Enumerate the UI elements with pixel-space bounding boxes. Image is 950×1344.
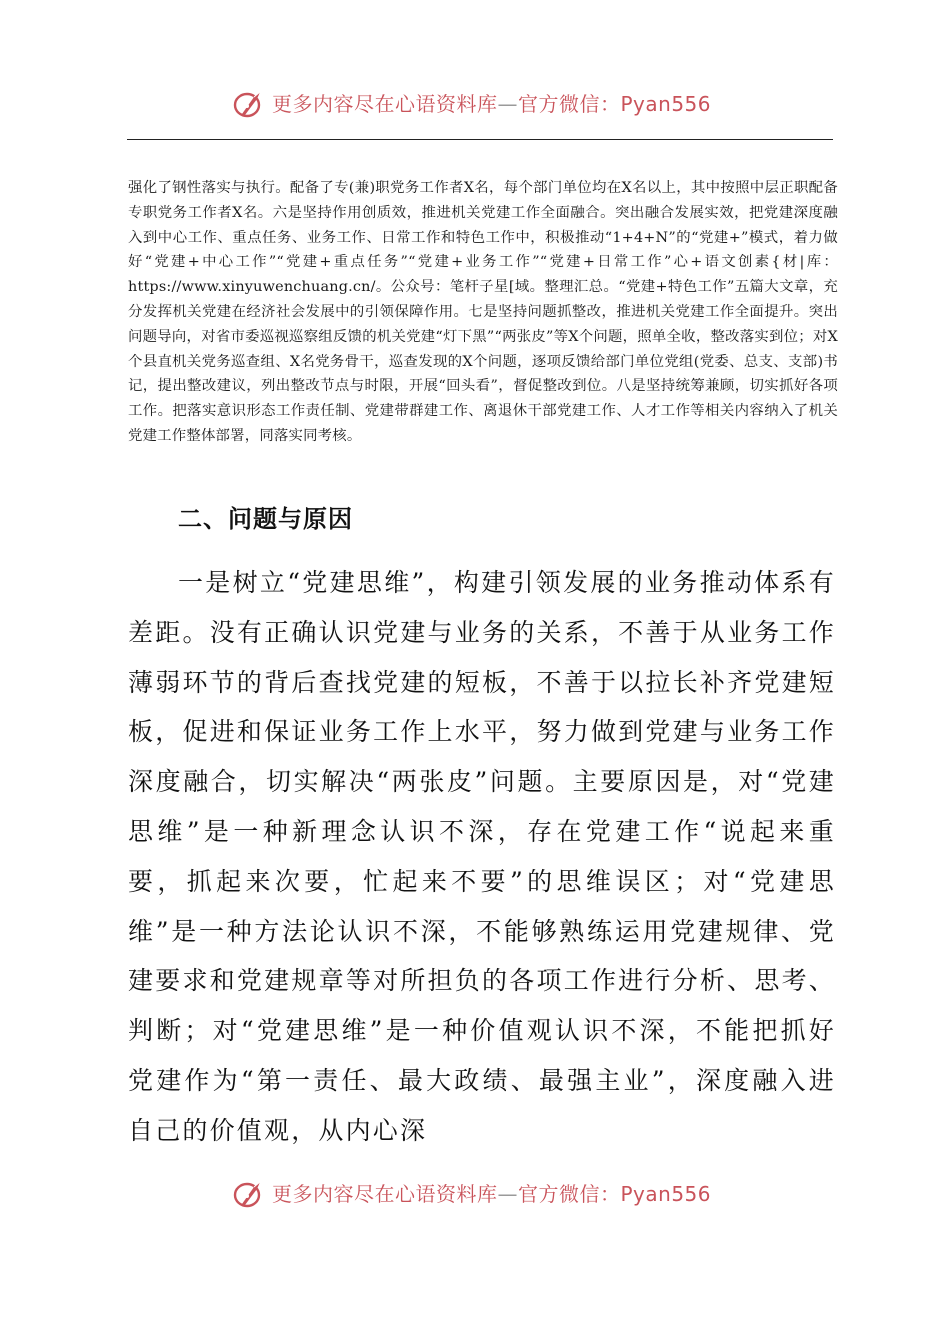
banner-dash: —	[497, 1182, 518, 1206]
banner-site-name: 更多内容尽在心语资料库	[272, 1182, 498, 1206]
banner-site-name: 更多内容尽在心语资料库	[272, 92, 498, 116]
footer-banner	[0, 1174, 950, 1214]
banner-wechat-id: Pyan556	[620, 92, 712, 116]
banner-text	[272, 90, 711, 118]
fountain-pen-logo-icon	[232, 1178, 266, 1210]
banner-official-label: 官方微信：	[518, 92, 621, 116]
header-divider	[127, 139, 833, 140]
body-paragraph-small: 强化了钢性落实与执行。配备了专(兼)职党务工作者X名，每个部门单位均在X名以上，其中按照中层正职配备专职党务工作者X名。六是坚持作用创质效，推进机关党建工作全面融合。突出融合发展实效，把党建深度融入到中心工作、重点任务、业务工作、日常工作和特色工作中，积极推动“1+4+N”的“党建+”模式，着力做好“党建+中心工作”“党建+重点任务”“党建+业务工作”“党建+日常工作”心+语文创素{材|库：https://www.xinyuwenchuang.cn/。公众号：笔杆子星[域。整理汇总。“党建+特色工作”五篇大文章，充分发挥机关党建在经济社会发展中的引领保障作用。七是坚持问题抓整改，推进机关党建工作全面提升。突出问题导向，对省市委巡视巡察组反馈的机关党建“灯下黑”“两张皮”等X个问题，照单全收，整改落实到位；对X个县直机关党务巡查组、X名党务骨干，巡查发现的X个问题，逐项反馈给部门单位党组(党委、总支、支部)书记，提出整改建议，列出整改节点与时限，开展“回头看”，督促整改到位。八是坚持统筹兼顾，切实抓好各项工作。把落实意识形态工作责任制、党建带群建工作、离退休干部党建工作、人才工作等相关内容纳入了机关党建工作整体部署，同落实同考核。	[128, 180, 838, 444]
banner-official-label: 官方微信：	[518, 1182, 621, 1206]
banner-wechat-id: Pyan556	[620, 1182, 712, 1206]
section-heading: 二、问题与原因	[178, 505, 353, 533]
fountain-pen-logo-icon	[232, 88, 266, 120]
banner-text	[272, 1180, 711, 1208]
body-paragraph-large: 一是树立“党建思维”，构建引领发展的业务推动体系有差距。没有正确认识党建与业务的关系，不善于从业务工作薄弱环节的背后查找党建的短板，不善于以拉长补齐党建短板，促进和保证业务工作上水平，努力做到党建与业务工作深度融合，切实解决“两张皮”问题。主要原因是，对“党建思维”是一种新理念认识不深，存在党建工作“说起来重要，抓起来次要，忙起来不要”的思维误区；对“党建思维”是一种方法论认识不深，不能够熟练运用党建规律、党建要求和党建规章等对所担负的各项工作进行分析、思考、判断；对“党建思维”是一种价值观认识不深，不能把抓好党建作为“第一责任、最大政绩、最强主业”，深度融入进自己的价值观，从内心深	[128, 568, 836, 1145]
header-banner	[0, 84, 950, 124]
banner-dash: —	[497, 92, 518, 116]
